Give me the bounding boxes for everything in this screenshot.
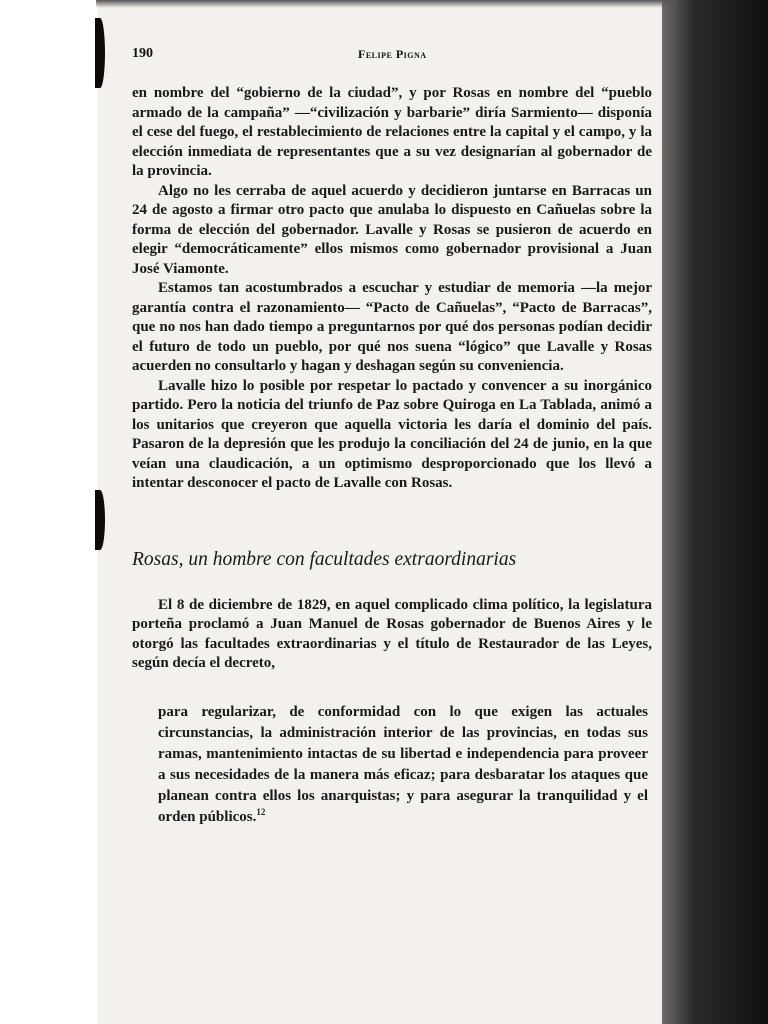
running-head: Felipe Pigna — [358, 47, 427, 61]
page-header — [132, 46, 652, 70]
paragraph: Estamos tan acostumbrados a escuchar y estudiar de memoria —la mejor garantía contra el razonamiento— “Pacto de Cañuelas”, “Pacto de Barracas”, que no nos han dado tiempo a preguntarnos por qué dos personas podían decidir el futuro de todo un pueblo, por qué nos suena “lógico” que Lavalle y Rosas acuerden no consultarlo y hagan y deshagan según su conveniencia. — [132, 280, 652, 374]
section-title: Rosas, un hombre con facultades extraordinarias — [132, 548, 517, 570]
block-quote — [158, 702, 648, 828]
paragraph: Lavalle hizo lo posible por respetar lo pactado y convencer a su inorgánico partido. Pero la noticia del triunfo de Paz sobre Quiroga en La Tablada, animó a los unitarios que creyeron que aquella victoria les daría el dominio del país. Pasaron de la depresión que les produjo la conciliación del 24 de junio, en la que veían una claudicación, a un optimismo desproporcionado que los llevó a intentar desconocer el pacto de Lavalle con Rosas. — [132, 377, 652, 491]
page-edge-shadow — [662, 0, 768, 1024]
top-shadow — [96, 0, 676, 8]
page-body — [132, 84, 652, 828]
left-margin — [0, 0, 98, 1024]
paragraph: en nombre del “gobierno de la ciudad”, y por Rosas en nombre del “pueblo armado de la campaña” —“civilización y barbarie” diría Sarmiento— disponía el cese del fuego, el restablecimiento de relaciones entre la capital y el campo, y la elección inmediata de representantes que a su vez designarían al gobernador de la provincia. — [132, 85, 652, 179]
binding-clip — [95, 490, 105, 550]
binding-clip — [95, 18, 105, 88]
paragraph: El 8 de diciembre de 1829, en aquel complicado clima político, la legislatura porteña proclamó a Juan Manuel de Rosas gobernador de Buenos Aires y le otorgó las facultades extraordinarias y el título de Restaurador de las Leyes, según decía el decreto, — [132, 596, 652, 671]
paragraph: Algo no les cerraba de aquel acuerdo y decidieron juntarse en Barracas un 24 de agosto a firmar otro pacto que anulaba lo dispuesto en Cañuelas sobre la forma de elección del gobernador. Lavalle y Rosas se pusieron de acuerdo en elegir “democráticamente” ellos mismos como gobernador provisional a Juan José Viamonte. — [132, 182, 652, 277]
footnote-marker[interactable]: 12 — [256, 806, 266, 817]
quote-text: para regularizar, de conformidad con lo que exigen las actuales circunstancias, la administración interior de las provincias, en todas sus ramas, mantenimiento intactas de su libertad e independencia para proveer a sus necesidades de la manera más eficaz; para desbaratar los ataques que planean contra ellos los anarquistas; y para asegurar la tranquilidad y el orden públicos. — [158, 703, 648, 825]
page-number: 190 — [132, 46, 153, 61]
